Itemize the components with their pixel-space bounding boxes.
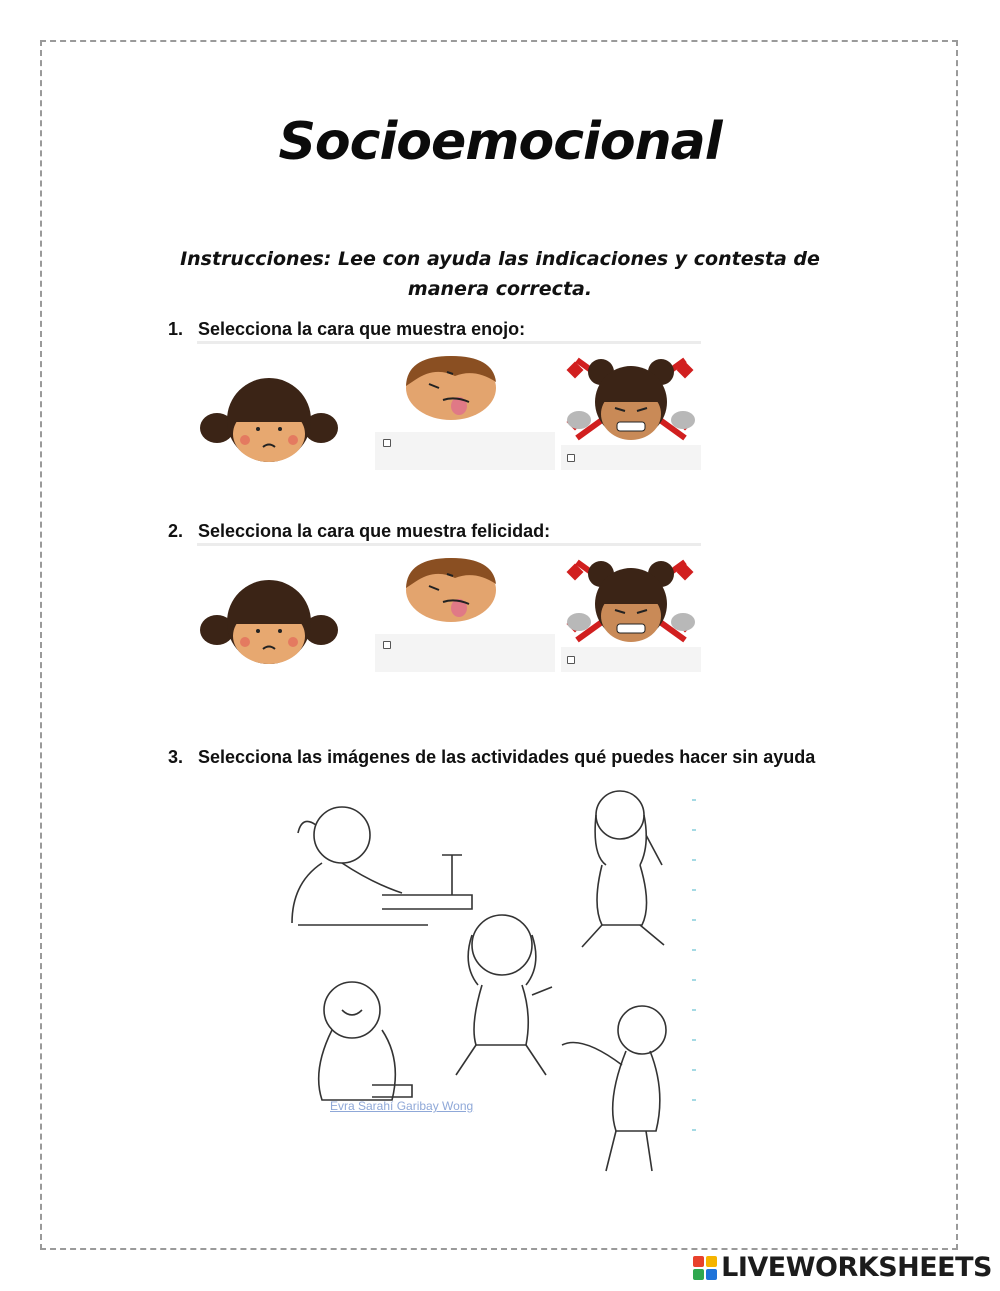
boy-tongue-out-face-icon: [375, 350, 555, 432]
girl-pigtails-face-icon: [197, 552, 369, 672]
question-number: 1.: [168, 319, 184, 339]
face-option-girl-pigtails[interactable]: [197, 350, 369, 470]
question-1: [168, 317, 828, 341]
getting-dressed-activity[interactable]: [562, 1006, 666, 1171]
page-title: Socioemocional: [278, 112, 722, 172]
washing-hands-activity[interactable]: [292, 807, 472, 925]
question-text: Selecciona la cara que muestra felicidad:: [198, 521, 551, 541]
face-options-row-2: [197, 543, 701, 672]
face-option-angry-girl[interactable]: [561, 552, 701, 672]
question-text: Selecciona la cara que muestra enojo:: [198, 319, 526, 339]
instructions-text: Instrucciones: Lee con ayuda las indicaciones y contesta de manera correcta.: [180, 248, 820, 300]
question-2: [168, 519, 828, 543]
face-option-boy-tongue[interactable]: [375, 350, 555, 470]
rubbing-eyes-activity[interactable]: [319, 982, 412, 1100]
logo-text: LIVEWORKSHEETS: [721, 1252, 992, 1283]
face-option-angry-girl[interactable]: [561, 350, 701, 470]
option-checkbox[interactable]: [383, 641, 391, 649]
angry-girl-face-icon: [561, 350, 701, 445]
question-number: 3.: [168, 747, 184, 767]
option-checkbox[interactable]: [383, 439, 391, 447]
angry-girl-face-icon: [561, 552, 701, 647]
illustrator-watermark: Evra Sarahí Garibay Wong: [330, 1099, 474, 1113]
boy-tongue-out-face-icon: [375, 552, 555, 634]
liveworksheets-logo[interactable]: [693, 1252, 992, 1283]
face-option-boy-tongue[interactable]: [375, 552, 555, 672]
question-3: [168, 745, 828, 769]
brushing-teeth-activity[interactable]: [456, 915, 552, 1075]
face-options-row-1: [197, 341, 701, 470]
question-number: 2.: [168, 521, 184, 541]
question-text: Selecciona las imágenes de las actividades qué puedes hacer sin ayuda: [198, 747, 816, 767]
activities-illustration: [282, 785, 702, 1185]
option-checkbox[interactable]: [567, 454, 575, 462]
option-checkbox[interactable]: [567, 656, 575, 664]
brushing-hair-activity[interactable]: [582, 791, 664, 947]
girl-pigtails-face-icon: [197, 350, 369, 470]
logo-blocks-icon: [693, 1256, 717, 1280]
face-option-girl-pigtails[interactable]: [197, 552, 369, 672]
